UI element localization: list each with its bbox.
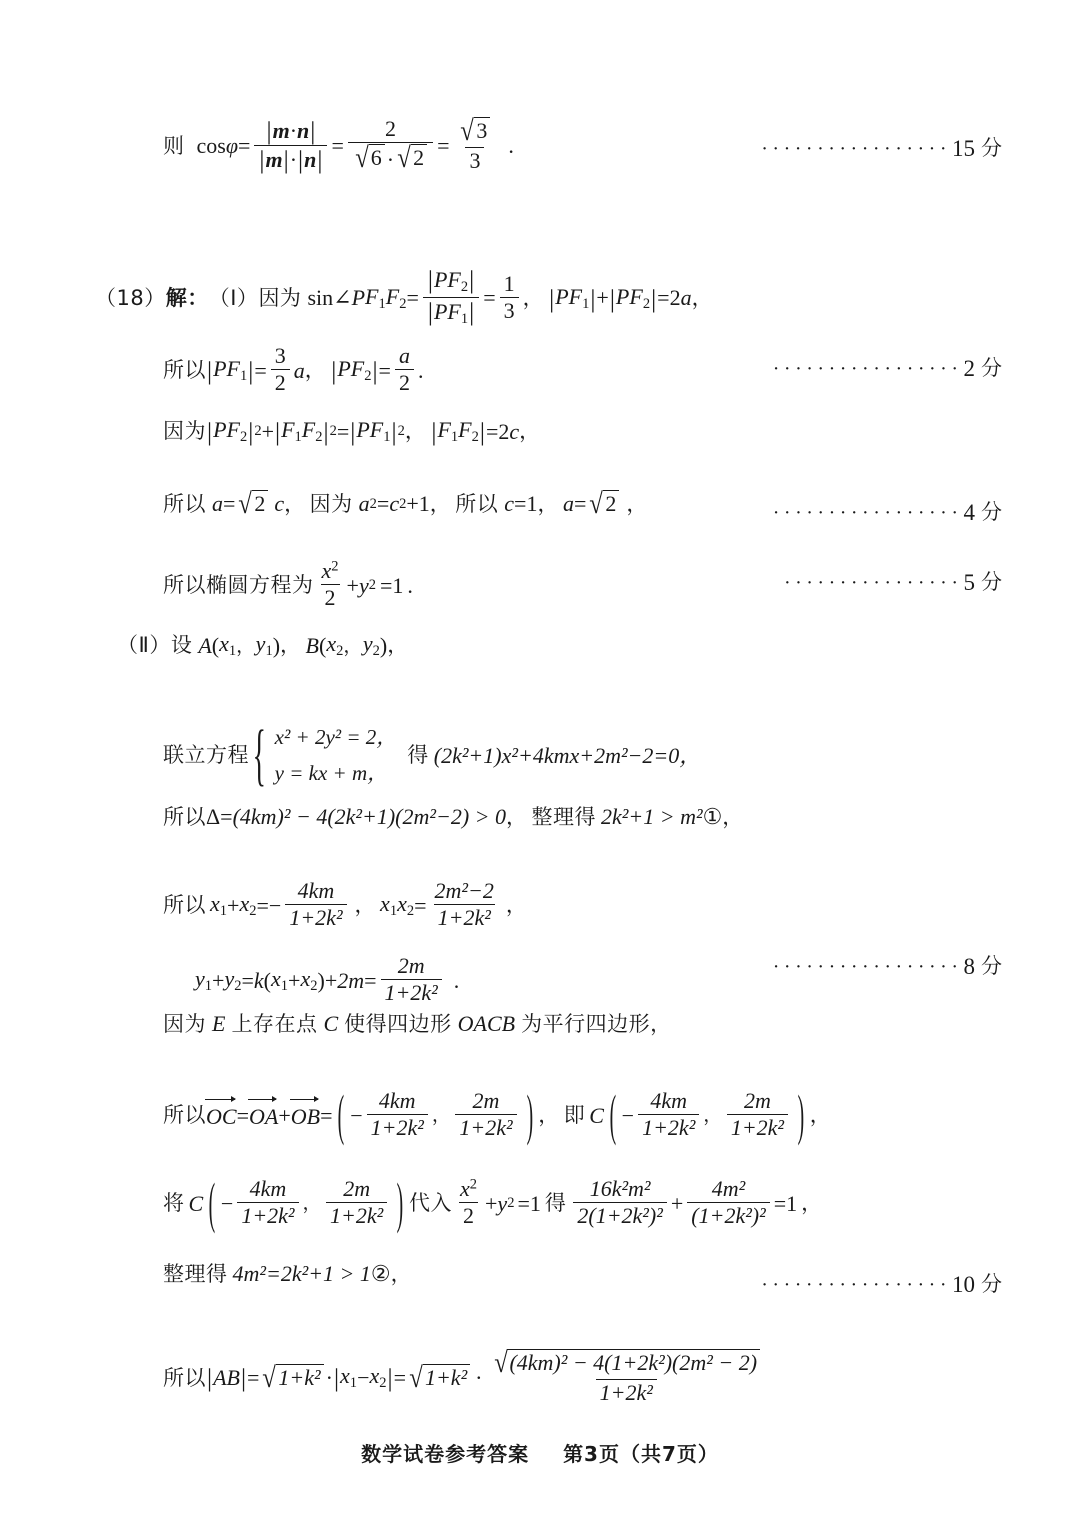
text-simplify-2: 整理得 (163, 1261, 228, 1286)
dot-operator-3: · (325, 1365, 333, 1391)
fraction-4km-b: $\frac{4km}{\text{1+2k²}}$ (367, 1089, 428, 1140)
score-mark-4 (773, 496, 1002, 526)
system-row-2: y = kx + m， (274, 761, 389, 786)
dot-operator: · (289, 118, 298, 144)
comma-7: ， (429, 491, 452, 516)
system-row-1: x² + 2y² = 2， (274, 725, 398, 749)
text-therefore-3: 所以 (455, 491, 499, 516)
score-value: 10 (952, 1272, 975, 1297)
solution-label: 解： (165, 285, 209, 310)
equals-5: = (483, 285, 496, 311)
text-substitute-into: 代入 (408, 1191, 452, 1216)
equals-26: = (393, 1365, 407, 1391)
equals-11: = (223, 491, 236, 517)
dot-leader: ················· (761, 1274, 951, 1296)
vector-OC: OC (206, 1103, 237, 1129)
abs-bar-close-2: | (283, 145, 289, 174)
comma-10: ， (280, 633, 302, 658)
equals-22: = (320, 1102, 333, 1128)
fraction-dot-product (254, 118, 327, 172)
comma-4: ， (404, 419, 427, 444)
variable-a-3: a (212, 491, 223, 517)
fraction-4m2: $\frac{\text{4m²}}{\text{(1+2k²)²}}$ (687, 1177, 769, 1228)
text-such-that-quad: 使得四边形 (344, 1011, 452, 1036)
problem-18-part1-line4: 所以 a = √ 2 c ， 因为 a 2 = c 2 +1 ， 所以 c = 1 ， a = √ 2 ， (163, 488, 648, 520)
minus-3: − (621, 1102, 635, 1128)
variable-a-2: a (293, 357, 305, 383)
score-unit: 分 (981, 1272, 1002, 1296)
sqrt-discriminant: √ (4km)² − 4(1+2k²)(2m² − 2) (493, 1349, 761, 1378)
equals-10: = (485, 418, 499, 444)
part-1-label: （Ⅰ） (208, 285, 259, 310)
numerator-2: 2 (384, 116, 396, 141)
period-1: . (508, 133, 514, 159)
abs-bar-open-2: | (259, 145, 265, 174)
fraction-16k2m2: $\frac{\text{16k²m²}}{\text{2(1+2k²)²}}$ (573, 1177, 666, 1228)
text-therefore-4: 所以 (163, 804, 206, 829)
score-unit: 分 (981, 500, 1002, 524)
fraction-2m-over-1plus2k2: $\frac{2m}{\text{1+2k²}}$ (381, 954, 442, 1005)
minus-4: − (220, 1190, 234, 1216)
text-ellipse-equation-is: 所以椭圆方程为 (163, 573, 314, 598)
dot-leader: ················ (783, 572, 963, 594)
text-simultaneous: 联立方程 (163, 743, 249, 768)
equals-14: = (573, 491, 587, 517)
segment-AB: AB (213, 1365, 240, 1391)
equals-7: = (254, 357, 267, 383)
equals-16: = (220, 804, 233, 829)
equals-20: = (364, 967, 377, 993)
sqrt-1-plus-k2: √ 1+k² (261, 1364, 323, 1393)
score-mark-5 (784, 566, 1002, 596)
vieta-line-1: 所以 $x_1$ + $x_2$ = − $\frac{4km}{\text{1+2k²}}$ ， $x_1x_2$ = $\frac{\text{2m²−2}}{\text{1+2k²}}$ ， (163, 878, 528, 931)
value-2: 2 (669, 285, 681, 311)
simultaneous-equations-line (163, 715, 702, 794)
coordinate-pair-3: ( − $\frac{4km}{\text{1+2k²}}$ ， $\frac{2m}{\text{1+2k²}}$ ) (208, 1170, 404, 1234)
comma-2: ， (691, 285, 714, 310)
score-unit: 分 (981, 954, 1002, 978)
fraction-4km-over-1plus2k2: $\frac{4km}{\text{1+2k²}}$ (285, 879, 346, 930)
fraction-4km-c: $\frac{4km}{\text{1+2k²}}$ (638, 1089, 699, 1140)
text-get-2: 得 (544, 1191, 567, 1216)
abs-bar-close: | (310, 117, 316, 146)
point-C-3: C (188, 1190, 204, 1216)
discriminant-line (163, 805, 744, 829)
plus-6: + (324, 967, 338, 993)
chord-length-line: 所以 | AB | = √ 1+k² · | $x_1$ − $x_2$ | = √ 1+k² · √ (4km)² − 4(1+2k²)(2m² − 2) 1+2k² (163, 1350, 770, 1406)
fraction-2-over-sqrt6-sqrt2 (348, 117, 433, 173)
sqrt-6: √ 6 (354, 144, 385, 173)
length-PF1: $PF_1$ (555, 283, 590, 312)
comma-1: ， (522, 285, 545, 310)
comma-6: ， (284, 491, 306, 516)
focus-F2: $F_2$ (385, 283, 407, 312)
sin-label: sin (307, 285, 334, 311)
parallelogram-condition-line (163, 1012, 672, 1036)
fraction-4km-d: $\frac{4km}{\text{1+2k²}}$ (237, 1177, 298, 1228)
minus-2: − (350, 1102, 363, 1128)
text-therefore-1: 所以 (163, 358, 206, 383)
equals-21: = (236, 1102, 249, 1128)
sqrt-3: √ 3 (459, 117, 490, 146)
page-footer (0, 1438, 1080, 1467)
vector-OA: OA (248, 1103, 279, 1129)
equals-2: = (331, 133, 344, 159)
score-unit: 分 (981, 356, 1002, 380)
score-unit: 分 (981, 570, 1002, 594)
discriminant-expression: (4km)² − 4(2k²+1)(2m²−2) > 0 (232, 804, 507, 829)
ellipse-equation-line: 所以椭圆方程为 $\frac{x^2}{2}$ + y 2 = 1 . (163, 558, 413, 611)
dot-leader: ················· (772, 358, 963, 380)
vector-m-den: m (265, 146, 283, 172)
sqrt-2-c: √ 2 (588, 490, 619, 519)
period-2: . (417, 357, 424, 383)
score-mark-15 (761, 132, 1002, 162)
denominator-3: 3 (465, 147, 484, 173)
text-therefore-6: 所以 (163, 1103, 206, 1128)
score-value: 8 (963, 954, 975, 979)
score-mark-8 (773, 950, 1002, 980)
text-because-2: 因为 (163, 419, 206, 444)
text-exists-point: 上存在点 (231, 1011, 318, 1036)
footer-title: 数学试卷参考答案 (361, 1442, 530, 1466)
point-P: P (351, 285, 366, 311)
point-C-2: C (589, 1102, 604, 1128)
text-therefore-5: 所以 (163, 893, 206, 918)
text-substitute-prefix: 将 (163, 1191, 185, 1216)
fraction-a-over-2: $\frac{a}{2}$ (395, 344, 414, 395)
text-is-parallelogram: 为平行四边形， (521, 1011, 672, 1036)
text-get: 得 (407, 743, 429, 768)
sqrt-2: √ 2 (396, 144, 427, 173)
equals-18: = (414, 892, 427, 918)
dot-operator-2: · (386, 147, 395, 173)
problem-number-18: （18） (95, 285, 166, 310)
period-4: . (453, 967, 460, 993)
problem-18-part1-line1: （18） 解： （Ⅰ） 因为 sin ∠ P $F_1$ $F_2$ = $\frac{|PF_2|}{|PF_1|}$ = $\frac{1}{3}$ ， | $PF_1$ | + | $PF_2$ | = 2 a ， (95, 266, 714, 328)
circled-2: ② (370, 1261, 391, 1286)
plus-3: + (346, 572, 359, 598)
dot-leader: ················· (761, 138, 951, 160)
score-mark-2 (773, 352, 1002, 382)
score-mark-10 (761, 1268, 1002, 1298)
minus-1: − (268, 892, 282, 918)
cos-label: cos (196, 133, 226, 159)
score-value: 15 (952, 136, 975, 161)
vector-OC-line (163, 1082, 832, 1146)
text-then: 则 (163, 133, 185, 158)
abs-bar-open: | (266, 117, 272, 146)
equals-24: = (773, 1190, 787, 1216)
plus-one: +1 (406, 491, 430, 517)
period-3: . (407, 572, 413, 598)
length-PF2: $PF_2$ (615, 283, 651, 312)
plus-1: + (596, 285, 609, 311)
length-PF2-2: $PF_2$ (337, 355, 372, 384)
equals-3: = (437, 133, 450, 159)
point-B: B (305, 632, 319, 658)
fraction-x2-over-2-b: $\frac{x^2}{2}$ (459, 1176, 477, 1229)
equals-9: = (336, 418, 350, 444)
fraction-one-third: $\frac{1}{3}$ (500, 272, 519, 323)
fraction-PF2-over-PF1: $\frac{|PF_2|}{|PF_1|}$ (423, 267, 479, 328)
inequality-1: 2k²+1 > m² (601, 804, 703, 829)
equals-6: = (657, 285, 670, 311)
variable-c: c (509, 418, 520, 444)
fraction-sqrt3-over-3 (453, 117, 496, 173)
plus-2: + (261, 418, 274, 444)
comma-9: ， (626, 491, 648, 516)
equals-25: = (247, 1365, 260, 1391)
plus-9: + (670, 1190, 684, 1216)
coordinate-pair-1: ( − $\frac{4km}{\text{1+2k²}}$ ， $\frac{2m}{\text{1+2k²}}$ ) (338, 1082, 533, 1146)
equals-1: = (238, 133, 251, 159)
vector-n: n (297, 118, 310, 144)
plus-4: + (227, 892, 240, 918)
score-unit: 分 (981, 136, 1002, 160)
text-set: 设 (170, 633, 193, 658)
vieta-line-2: $y_1$ + $y_2$ = k ( $x_1$ + $x_2$ ) + 2m = $\frac{2m}{\text{1+2k²}}$ . (195, 953, 460, 1006)
simplify-result-line (163, 1262, 412, 1286)
comma-3: ， (304, 358, 327, 383)
point-A: A (198, 632, 212, 658)
fraction-2m2minus2-over-1plus2k2: $\frac{\text{2m²−2}}{\text{1+2k²}}$ (434, 878, 494, 931)
score-value: 2 (963, 356, 975, 381)
score-value: 4 (963, 500, 975, 525)
coordinate-pair-2: ( − $\frac{4km}{\text{1+2k²}}$ ， $\frac{2m}{\text{1+2k²}}$ ) (609, 1082, 805, 1146)
sqrt-2-b: √ 2 (237, 490, 268, 519)
problem-18-part1-line2: 所以 | $PF_1$ | = $\frac{3}{2}$ a ， | $PF_2$ | = $\frac{a}{2}$ . (163, 343, 424, 396)
comma-13: ， (722, 804, 744, 829)
fraction-x2-over-2: $\frac{x^2}{2}$ (321, 558, 339, 611)
dot-leader: ················· (772, 502, 963, 524)
dot-operator-den: · (289, 146, 298, 172)
sqrt-1-plus-k2-b: √ 1+k² (408, 1364, 470, 1393)
fraction-2m-d: $\frac{2m}{\text{1+2k²}}$ (326, 1177, 387, 1228)
equals-4: = (406, 285, 419, 311)
comma-8: ， (537, 491, 559, 516)
vector-n-den: n (304, 146, 317, 172)
text-therefore-7: 所以 (163, 1365, 206, 1390)
equals-13: = (514, 491, 527, 517)
vector-m: m (272, 118, 290, 144)
text-because-3: 因为 (309, 491, 353, 516)
text-simplify-1: 整理得 (531, 804, 597, 829)
comma-5: ， (519, 419, 541, 444)
curve-E: E (212, 1011, 226, 1036)
problem-18-part1-line3: 因为 | $PF_2$ | 2 + | $F_1F_2$ | 2 = | $PF_1$ | 2 ， | $F_1F_2$ | = 2 c ， (163, 417, 541, 447)
fraction-3-over-2: $\frac{3}{2}$ (271, 344, 290, 395)
text-because-1: 因为 (258, 285, 302, 310)
problem-18-part2-line1: （Ⅱ） 设 A ( $x_1$ ， $y_1$ ) ， B ( $x_2$ ， $y_2$ ) ， (117, 631, 409, 660)
equals-19: = (241, 967, 254, 993)
equation-cos-phi (163, 115, 514, 175)
circled-1: ① (702, 804, 723, 829)
vector-OB: OB (290, 1103, 321, 1129)
comma-15: ， (505, 893, 528, 918)
phi-symbol: φ (225, 133, 238, 159)
comma-18: ， (801, 1191, 823, 1216)
abs-bar-open-3: | (298, 145, 304, 174)
variable-c-2: c (274, 491, 285, 517)
plus-8: + (485, 1190, 498, 1216)
equation-system (251, 715, 398, 794)
substitute-C-line: 将 C ( − $\frac{4km}{\text{1+2k²}}$ ， $\frac{2m}{\text{1+2k²}}$ ) 代入 $\frac{x^2}{2}$ + y 2 = 1 得 $\frac{\text{16k²m²}}{\text{2(1+2k²)²}}$ + $\frac{\text{4m²}}{\text{(1+2k²)²}}$ = 1 ， (163, 1170, 823, 1234)
comma-12: ， (506, 804, 528, 829)
quadratic-result: (2k²+1)x²+4kmx+2m²−2=0， (433, 742, 702, 768)
footer-page-number: 第3页（共7页） (563, 1442, 719, 1466)
fraction-discriminant-over-1plus2k2: √ (4km)² − 4(1+2k²)(2m² − 2) 1+2k² (487, 1349, 767, 1405)
delta-symbol: Δ (206, 804, 221, 829)
text-namely: 即 (563, 1103, 586, 1128)
equals-17: = (256, 892, 269, 918)
dot-operator-4: · (475, 1365, 483, 1391)
fraction-2m-c: $\frac{2m}{\text{1+2k²}}$ (727, 1089, 788, 1140)
point-C: C (323, 1011, 339, 1036)
score-value: 5 (963, 570, 975, 595)
equals-12: = (376, 491, 390, 517)
abs-bar-close-3: | (317, 145, 323, 174)
comma-16: ， (538, 1103, 560, 1128)
comma-11: ， (387, 633, 409, 658)
part-2-label: （Ⅱ） (117, 633, 171, 658)
comma-14: ， (354, 893, 377, 918)
length-PF1-2: $PF_1$ (213, 355, 248, 384)
equals-15: = (379, 572, 393, 598)
plus-7: + (278, 1102, 291, 1128)
comma-19: ， (390, 1261, 413, 1286)
angle-symbol: ∠ (333, 285, 352, 311)
text-because-4: 因为 (163, 1011, 206, 1036)
plus-5: + (212, 967, 225, 993)
variable-a: a (680, 285, 692, 311)
quadrilateral-OACB: OACB (457, 1011, 516, 1036)
comma-17: ， (809, 1103, 832, 1128)
equals-8: = (378, 357, 391, 383)
dot-leader: ················· (772, 956, 963, 978)
equals-23: = (517, 1190, 530, 1216)
left-brace: { (252, 715, 266, 794)
focus-F1: $F_1$ (365, 283, 386, 312)
fraction-2m-b: $\frac{2m}{\text{1+2k²}}$ (455, 1089, 516, 1140)
text-therefore-2: 所以 (163, 491, 206, 516)
relation-2: 4m²=2k²+1 > 1 (232, 1261, 371, 1286)
